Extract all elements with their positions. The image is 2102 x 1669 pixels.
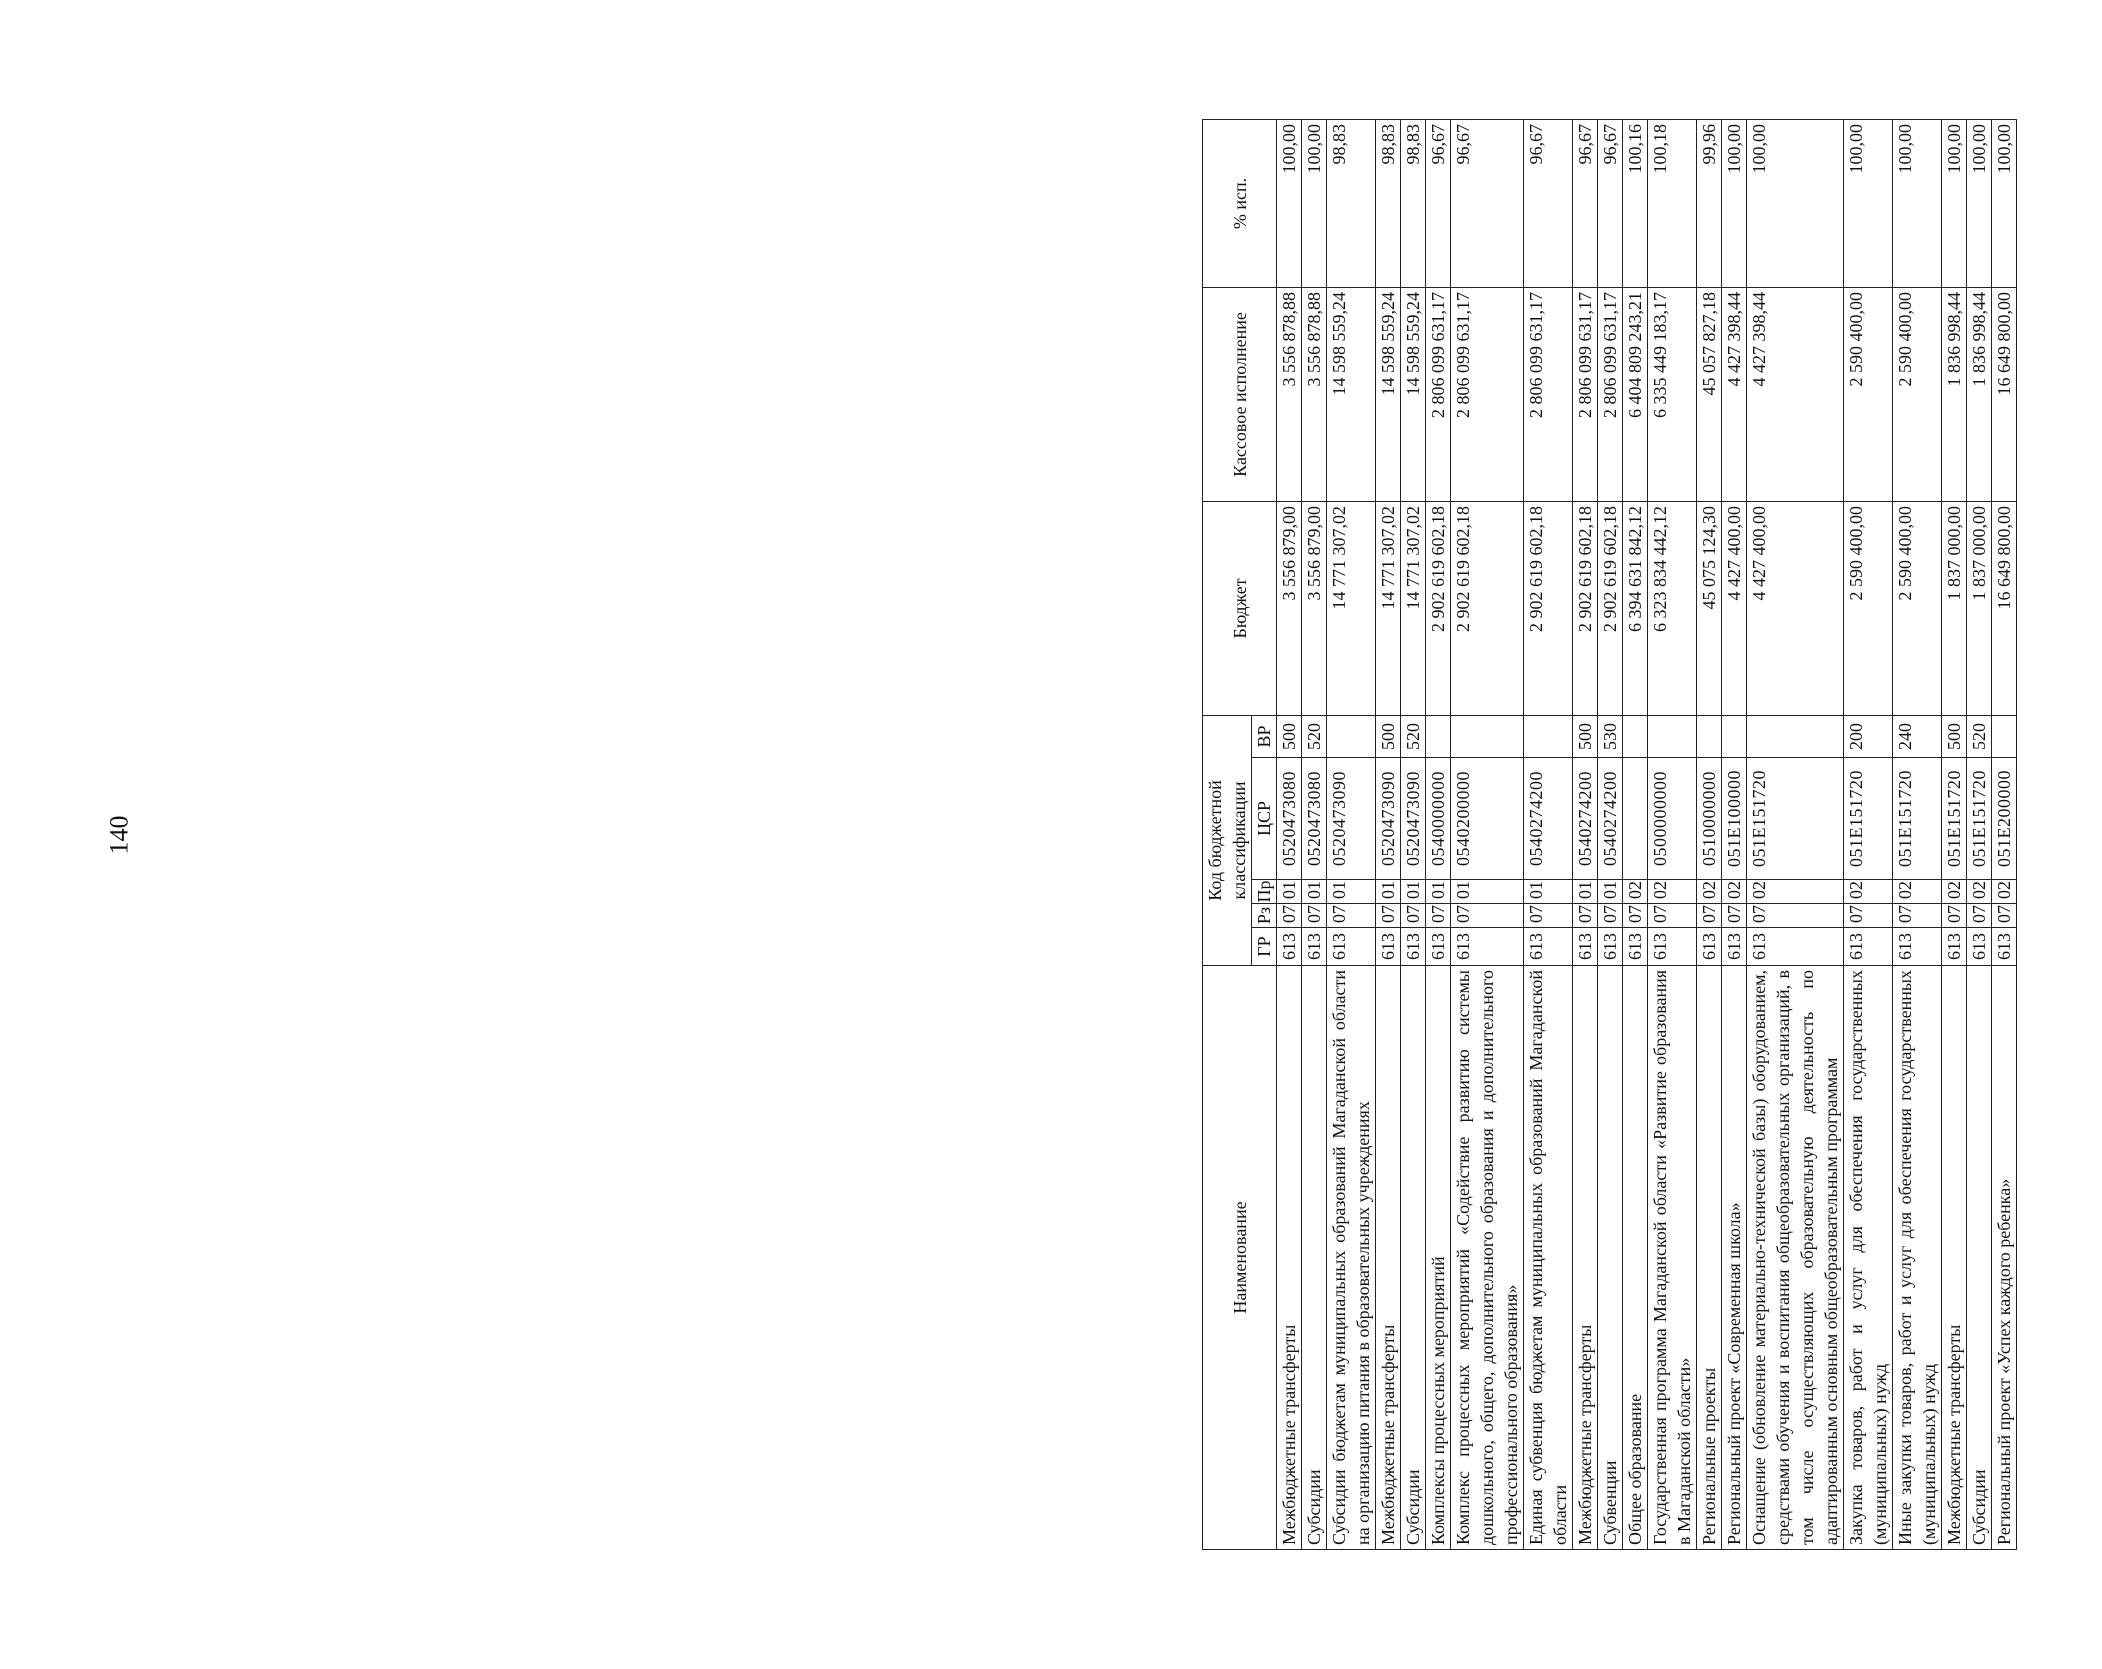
cell-pct: 96,67 (1573, 119, 1598, 287)
cell-budget: 2 902 619 602,18 (1598, 501, 1623, 715)
cell-pct: 100,00 (1893, 119, 1942, 287)
cell-cash: 1 836 998,44 (1967, 287, 1992, 501)
cell-vr: 500 (1942, 715, 1967, 757)
cell-csr: 051E151720 (1967, 758, 1992, 880)
cell-rz: 07 (1722, 904, 1747, 928)
cell-pct: 100,00 (1747, 119, 1844, 287)
cell-name: Субсидии (1401, 966, 1426, 1550)
cell-name: Оснащение (обновление материально-технической базы) оборудованием, средствами обучения и воспитания общеобразовательных организаций, в том числе осуществляющих образовательную деятельность по адаптированным основным общеобразовательным программам (1747, 966, 1844, 1550)
cell-budget: 2 902 619 602,18 (1524, 501, 1573, 715)
table-row (1376, 119, 1401, 1549)
table-row (1327, 119, 1376, 1549)
cell-rz: 07 (1451, 904, 1524, 928)
cell-name: Общее образование (1623, 966, 1648, 1550)
cell-rz: 07 (1376, 904, 1401, 928)
cell-pr: 02 (1623, 880, 1648, 904)
cell-budget: 14 771 307,02 (1401, 501, 1426, 715)
cell-name: Единая субвенция бюджетам муниципальных образований Магаданской области (1524, 966, 1573, 1550)
header-name: Наименование (1203, 966, 1277, 1550)
cell-cash: 4 427 398,44 (1747, 287, 1844, 501)
cell-pr: 02 (1893, 880, 1942, 904)
cell-csr: 0540274200 (1524, 758, 1573, 880)
cell-gr: 613 (1451, 928, 1524, 966)
cell-pr: 01 (1426, 880, 1451, 904)
cell-cash: 2 806 099 631,17 (1426, 287, 1451, 501)
cell-pct: 98,83 (1401, 119, 1426, 287)
cell-pr: 02 (1967, 880, 1992, 904)
cell-vr (1623, 715, 1648, 757)
cell-vr: 520 (1401, 715, 1426, 757)
cell-rz: 07 (1844, 904, 1893, 928)
cell-pct: 98,83 (1327, 119, 1376, 287)
header-pr: Пр (1252, 880, 1277, 904)
cell-csr: 0510000000 (1697, 758, 1722, 880)
cell-rz: 07 (1598, 904, 1623, 928)
cell-rz: 07 (1623, 904, 1648, 928)
header-budget: Бюджет (1203, 501, 1277, 715)
cell-rz: 07 (1967, 904, 1992, 928)
cell-pr: 02 (1747, 880, 1844, 904)
cell-name: Комплексы процессных мероприятий (1426, 966, 1451, 1550)
header-vr: ВР (1252, 715, 1277, 757)
cell-name: Комплекс процессных мероприятий «Содействие развитию системы дошкольного, общего, дополнительного образования и дополнительного профессионального образования» (1451, 966, 1524, 1550)
cell-pr: 02 (1992, 880, 2017, 904)
cell-gr: 613 (1722, 928, 1747, 966)
rotated-page-content (1202, 120, 2102, 1550)
cell-gr: 613 (1623, 928, 1648, 966)
cell-budget: 6 394 631 842,12 (1623, 501, 1648, 715)
cell-pr: 02 (1844, 880, 1893, 904)
cell-csr: 051E151720 (1747, 758, 1844, 880)
cell-rz: 07 (1401, 904, 1426, 928)
cell-pct: 100,00 (1967, 119, 1992, 287)
cell-budget: 3 556 879,00 (1277, 501, 1302, 715)
table-row (1401, 119, 1426, 1549)
cell-csr: 051E200000 (1992, 758, 2017, 880)
cell-budget: 4 427 400,00 (1747, 501, 1844, 715)
cell-csr: 051E151720 (1942, 758, 1967, 880)
cell-pct: 100,00 (1277, 119, 1302, 287)
cell-name: Закупка товаров, работ и услуг для обеспечения государственных (муниципальных) нужд (1844, 966, 1893, 1550)
table-row (1747, 119, 1844, 1549)
cell-rz: 07 (1747, 904, 1844, 928)
table-row (1426, 119, 1451, 1549)
cell-cash: 4 427 398,44 (1722, 287, 1747, 501)
cell-name: Региональные проекты (1697, 966, 1722, 1550)
cell-pct: 96,67 (1451, 119, 1524, 287)
cell-gr: 613 (1844, 928, 1893, 966)
table-row (1451, 119, 1524, 1549)
cell-gr: 613 (1967, 928, 1992, 966)
cell-csr (1623, 758, 1648, 880)
cell-cash: 2 806 099 631,17 (1524, 287, 1573, 501)
cell-rz: 07 (1893, 904, 1942, 928)
cell-csr: 0540000000 (1426, 758, 1451, 880)
cell-name: Государственная программа Магаданской области «Развитие образования в Магаданской области» (1648, 966, 1697, 1550)
cell-pct: 100,00 (1942, 119, 1967, 287)
cell-gr: 613 (1302, 928, 1327, 966)
cell-cash: 2 806 099 631,17 (1451, 287, 1524, 501)
cell-gr: 613 (1376, 928, 1401, 966)
header-rz: Рз (1252, 904, 1277, 928)
cell-budget: 14 771 307,02 (1376, 501, 1401, 715)
table-row (1648, 119, 1697, 1549)
cell-vr: 500 (1277, 715, 1302, 757)
table-row (1992, 119, 2017, 1549)
cell-pr: 01 (1451, 880, 1524, 904)
cell-cash: 6 335 449 183,17 (1648, 287, 1697, 501)
cell-vr: 520 (1302, 715, 1327, 757)
cell-csr: 0500000000 (1648, 758, 1697, 880)
cell-pr: 02 (1722, 880, 1747, 904)
cell-cash: 6 404 809 243,21 (1623, 287, 1648, 501)
cell-csr: 0520473090 (1376, 758, 1401, 880)
cell-csr: 0540274200 (1598, 758, 1623, 880)
cell-pr: 02 (1942, 880, 1967, 904)
cell-vr (1747, 715, 1844, 757)
cell-budget: 2 902 619 602,18 (1426, 501, 1451, 715)
cell-gr: 613 (1401, 928, 1426, 966)
cell-budget: 4 427 400,00 (1722, 501, 1747, 715)
cell-vr (1697, 715, 1722, 757)
cell-cash: 16 649 800,00 (1992, 287, 2017, 501)
cell-budget: 2 590 400,00 (1893, 501, 1942, 715)
cell-vr: 240 (1893, 715, 1942, 757)
cell-gr: 613 (1697, 928, 1722, 966)
cell-pct: 96,67 (1426, 119, 1451, 287)
cell-name: Иные закупки товаров, работ и услуг для обеспечения государственных (муниципальных) нужд (1893, 966, 1942, 1550)
cell-csr: 0540200000 (1451, 758, 1524, 880)
cell-vr: 200 (1844, 715, 1893, 757)
cell-rz: 07 (1426, 904, 1451, 928)
cell-budget: 2 590 400,00 (1844, 501, 1893, 715)
cell-pct: 98,83 (1376, 119, 1401, 287)
cell-name: Межбюджетные трансферты (1376, 966, 1401, 1550)
cell-budget: 6 323 834 442,12 (1648, 501, 1697, 715)
header-cash: Кассовое исполнение (1203, 287, 1277, 501)
cell-pr: 01 (1277, 880, 1302, 904)
cell-pr: 02 (1648, 880, 1697, 904)
cell-csr: 0520473090 (1401, 758, 1426, 880)
cell-rz: 07 (1992, 904, 2017, 928)
cell-cash: 45 057 827,18 (1697, 287, 1722, 501)
cell-rz: 07 (1697, 904, 1722, 928)
cell-name: Межбюджетные трансферты (1573, 966, 1598, 1550)
cell-vr: 500 (1376, 715, 1401, 757)
cell-vr (1722, 715, 1747, 757)
cell-csr: 051E100000 (1722, 758, 1747, 880)
cell-gr: 613 (1277, 928, 1302, 966)
cell-name: Субсидии (1302, 966, 1327, 1550)
header-pct: % исп. (1203, 119, 1277, 287)
cell-name: Межбюджетные трансферты (1942, 966, 1967, 1550)
cell-cash: 2 806 099 631,17 (1598, 287, 1623, 501)
cell-gr: 613 (1893, 928, 1942, 966)
cell-cash: 2 806 099 631,17 (1573, 287, 1598, 501)
table-body (1277, 119, 2017, 1549)
header-gr: ГР (1252, 928, 1277, 966)
table-row (1967, 119, 1992, 1549)
cell-vr: 530 (1598, 715, 1623, 757)
cell-name: Межбюджетные трансферты (1277, 966, 1302, 1550)
cell-csr: 0520473090 (1327, 758, 1376, 880)
cell-gr: 613 (1524, 928, 1573, 966)
table-row (1942, 119, 1967, 1549)
cell-gr: 613 (1942, 928, 1967, 966)
cell-budget: 2 902 619 602,18 (1451, 501, 1524, 715)
table-row (1722, 119, 1747, 1549)
cell-rz: 07 (1327, 904, 1376, 928)
cell-pct: 100,18 (1648, 119, 1697, 287)
budget-table (1202, 119, 2017, 1550)
cell-name: Субвенции (1598, 966, 1623, 1550)
cell-pct: 96,67 (1598, 119, 1623, 287)
cell-budget: 16 649 800,00 (1992, 501, 2017, 715)
cell-vr: 520 (1967, 715, 1992, 757)
cell-pct: 100,00 (1722, 119, 1747, 287)
cell-vr (1327, 715, 1376, 757)
cell-cash: 1 836 998,44 (1942, 287, 1967, 501)
cell-vr (1426, 715, 1451, 757)
cell-csr: 051E151720 (1893, 758, 1942, 880)
table-row (1302, 119, 1327, 1549)
cell-gr: 613 (1426, 928, 1451, 966)
cell-gr: 613 (1573, 928, 1598, 966)
cell-vr (1648, 715, 1697, 757)
cell-cash: 3 556 878,88 (1277, 287, 1302, 501)
cell-name: Региональный проект «Успех каждого ребенка» (1992, 966, 2017, 1550)
cell-rz: 07 (1942, 904, 1967, 928)
cell-csr: 0540274200 (1573, 758, 1598, 880)
cell-budget: 1 837 000,00 (1967, 501, 1992, 715)
cell-csr: 0520473080 (1302, 758, 1327, 880)
cell-cash: 3 556 878,88 (1302, 287, 1327, 501)
cell-gr: 613 (1992, 928, 2017, 966)
table-row (1844, 119, 1893, 1549)
table-row (1623, 119, 1648, 1549)
cell-pr: 01 (1524, 880, 1573, 904)
cell-cash: 2 590 400,00 (1844, 287, 1893, 501)
cell-gr: 613 (1648, 928, 1697, 966)
cell-pct: 99,96 (1697, 119, 1722, 287)
cell-csr: 0520473080 (1277, 758, 1302, 880)
cell-gr: 613 (1747, 928, 1844, 966)
cell-gr: 613 (1327, 928, 1376, 966)
cell-pct: 100,16 (1623, 119, 1648, 287)
header-csr: ЦСР (1252, 758, 1277, 880)
cell-budget: 2 902 619 602,18 (1573, 501, 1598, 715)
cell-pr: 01 (1598, 880, 1623, 904)
header-row-top (1203, 119, 1252, 1549)
header-code-group: Код бюджетной классификации (1203, 715, 1252, 965)
cell-vr (1524, 715, 1573, 757)
table-row (1598, 119, 1623, 1549)
cell-cash: 14 598 559,24 (1376, 287, 1401, 501)
cell-pct: 100,00 (1992, 119, 2017, 287)
cell-vr (1992, 715, 2017, 757)
cell-pct: 96,67 (1524, 119, 1573, 287)
cell-name: Региональный проект «Современная школа» (1722, 966, 1747, 1550)
cell-vr: 500 (1573, 715, 1598, 757)
cell-budget: 14 771 307,02 (1327, 501, 1376, 715)
cell-rz: 07 (1573, 904, 1598, 928)
page-number: 140 (104, 815, 134, 855)
cell-name: Субсидии бюджетам муниципальных образований Магаданской области на организацию питания в образовательных учреждениях (1327, 966, 1376, 1550)
cell-csr: 051E151720 (1844, 758, 1893, 880)
cell-gr: 613 (1598, 928, 1623, 966)
cell-vr (1451, 715, 1524, 757)
cell-pct: 100,00 (1302, 119, 1327, 287)
cell-cash: 2 590 400,00 (1893, 287, 1942, 501)
cell-rz: 07 (1302, 904, 1327, 928)
cell-rz: 07 (1648, 904, 1697, 928)
cell-rz: 07 (1524, 904, 1573, 928)
table-row (1573, 119, 1598, 1549)
cell-pr: 01 (1401, 880, 1426, 904)
cell-budget: 1 837 000,00 (1942, 501, 1967, 715)
table-row (1524, 119, 1573, 1549)
cell-cash: 14 598 559,24 (1401, 287, 1426, 501)
cell-pr: 01 (1573, 880, 1598, 904)
cell-pr: 01 (1376, 880, 1401, 904)
cell-pct: 100,00 (1844, 119, 1893, 287)
cell-pr: 01 (1302, 880, 1327, 904)
cell-rz: 07 (1277, 904, 1302, 928)
cell-name: Субсидии (1967, 966, 1992, 1550)
cell-pr: 01 (1327, 880, 1376, 904)
cell-pr: 02 (1697, 880, 1722, 904)
cell-budget: 3 556 879,00 (1302, 501, 1327, 715)
table-row (1893, 119, 1942, 1549)
cell-cash: 14 598 559,24 (1327, 287, 1376, 501)
cell-budget: 45 075 124,30 (1697, 501, 1722, 715)
table-row (1697, 119, 1722, 1549)
table-row (1277, 119, 1302, 1549)
